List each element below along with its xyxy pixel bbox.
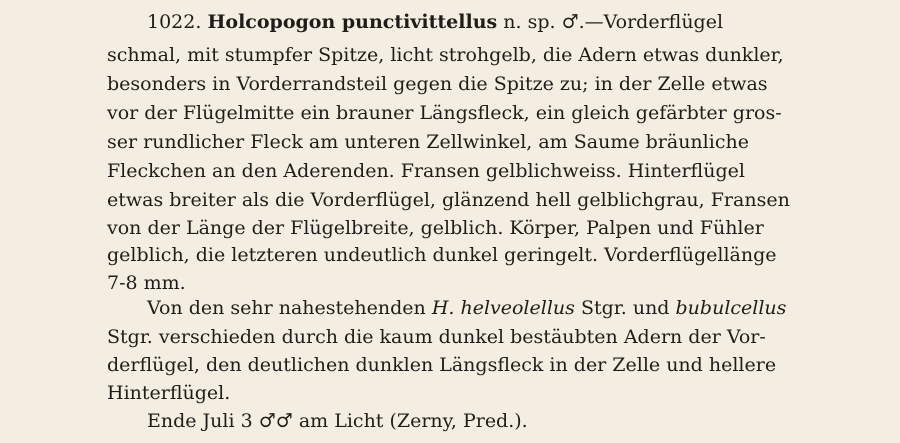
species-reference: bubulcellus — [675, 297, 787, 319]
text-line: derflügel, den deutlichen dunklen Längsfleck in der Zelle und hellere — [107, 354, 777, 376]
text-line: Stgr. verschieden durch die kaum dunkel bestäubten Adern der Vor- — [107, 326, 766, 348]
text-line: Hinterflügel. — [107, 382, 231, 404]
text-line: ser rundlicher Fleck am unteren Zellwinkel, am Saume bräunliche — [107, 131, 749, 153]
text-line: 1022. Holcopogon punctivittellus n. sp. ♂.—Vorderflügel — [147, 11, 724, 33]
entry-number: 1022. — [147, 11, 202, 33]
text-line: schmal, mit stumpfer Spitze, licht strohgelb, die Adern etwas dunkler, — [107, 44, 784, 66]
text-line: Von den sehr nahestehenden H. helveolellus Stgr. und bubulcellus — [147, 297, 787, 319]
text-line: besonders in Vorderrandsteil gegen die Spitze zu; in der Zelle etwas — [107, 73, 768, 95]
text-line: 7-8 mm. — [107, 272, 186, 294]
text-line: etwas breiter als die Vorderflügel, glänzend hell gelblichgrau, Fransen — [107, 189, 790, 211]
species-name: Holcopogon punctivittellus — [207, 11, 498, 33]
text-line: vor der Flügelmitte ein brauner Längsfleck, ein gleich gefärbter gros- — [107, 102, 782, 124]
species-status: n. sp. — [503, 11, 556, 33]
species-reference: H. helveolellus — [431, 297, 575, 319]
text-line: Ende Juli 3 ♂♂ am Licht (Zerny, Pred.). — [147, 410, 528, 432]
text-line: von der Länge der Flügelbreite, gelblich. Körper, Palpen und Fühler — [107, 217, 764, 239]
text-line: Fleckchen an den Aderenden. Fransen gelblichweiss. Hinterflügel — [107, 160, 745, 182]
male-symbol: ♂ — [561, 11, 579, 33]
text-line: gelblich, die letzteren undeutlich dunkel geringelt. Vorderflügellänge — [107, 244, 777, 266]
male-symbols: ♂♂ — [258, 410, 293, 432]
